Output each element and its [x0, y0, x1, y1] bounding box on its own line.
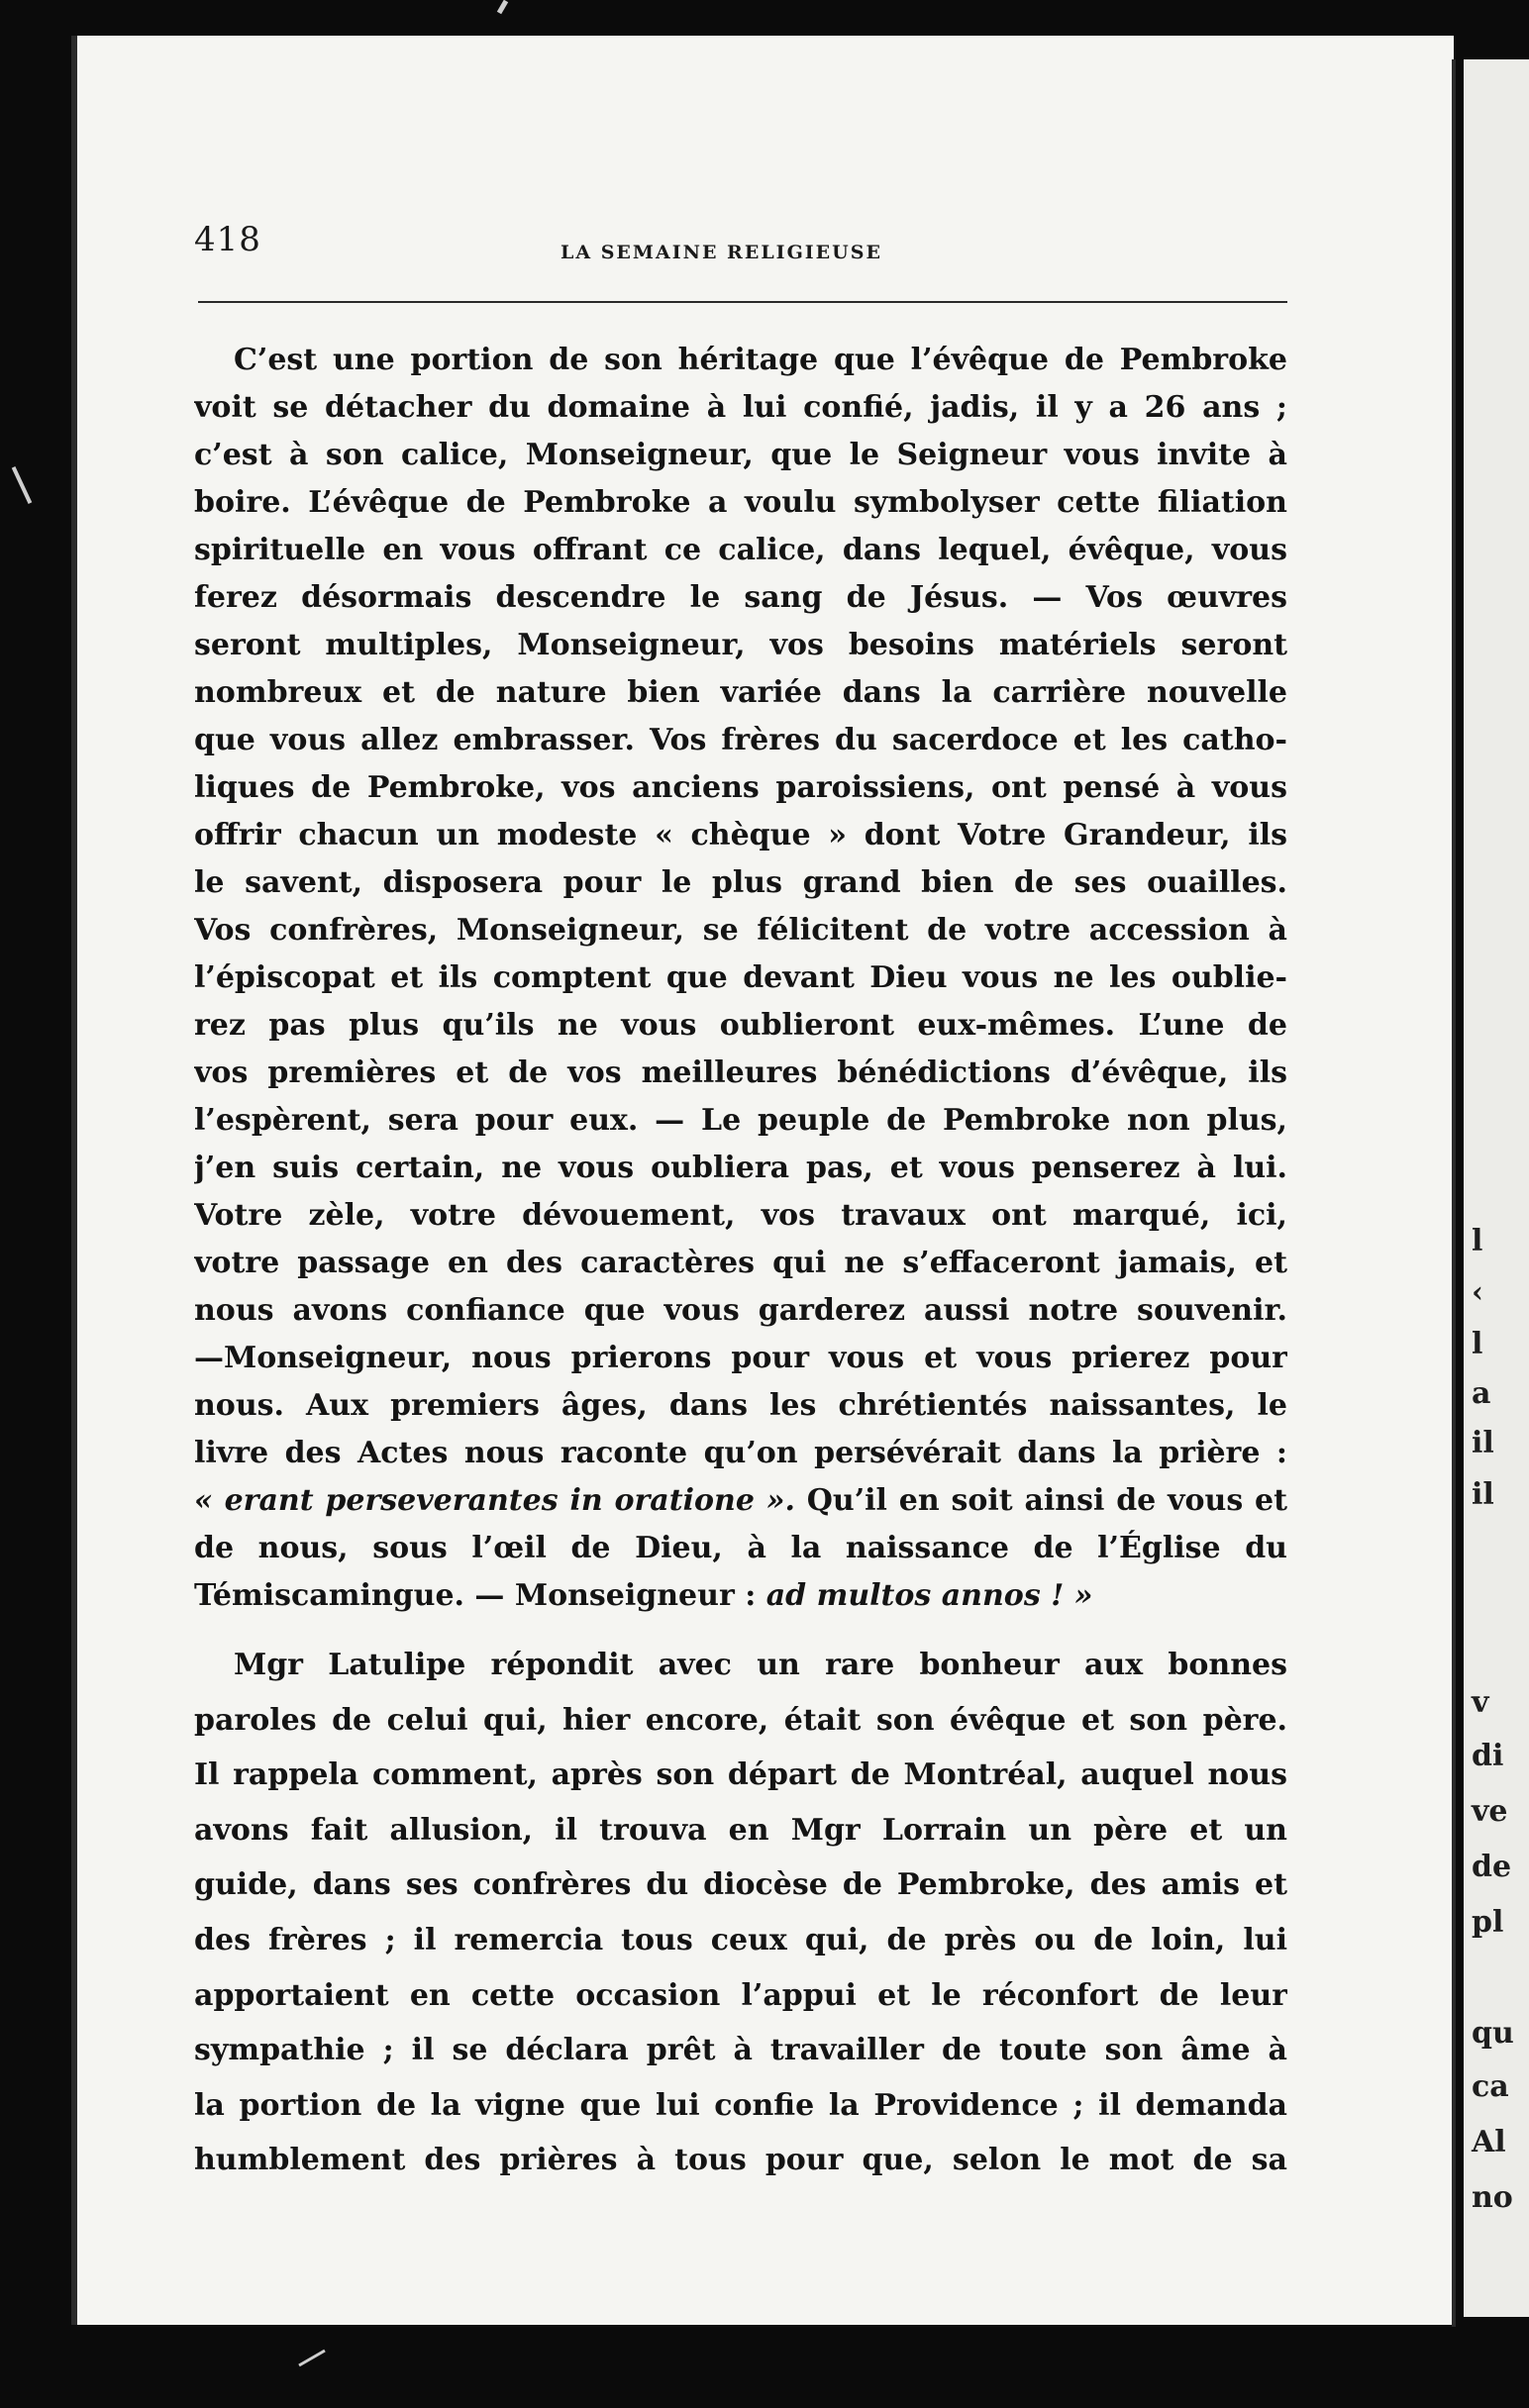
text-line: j’en suis certain, ne vous oubliera pas, et vous penserez à lui. [194, 1151, 1287, 1185]
text-line: seront multiples, Monseigneur, vos besoins matériels seront [194, 628, 1287, 662]
text-line: guide, dans ses confrères du diocèse de Pembroke, des amis et [194, 1867, 1287, 1903]
header-rule [198, 301, 1287, 303]
text-line: liques de Pembroke, vos anciens paroissiens, ont pensé à vous [194, 770, 1287, 805]
text-line-mixed [194, 1477, 1287, 1525]
adjacent-text-fragment: il [1472, 1477, 1494, 1512]
latin-quote: ad multos annos ! » [765, 1578, 1093, 1613]
text-line: offrir chacun un modeste « chèque » dont Votre Grandeur, ils [194, 818, 1287, 853]
adjacent-text-fragment: il [1472, 1426, 1494, 1460]
paragraph-1 [194, 337, 1287, 1620]
text-line: sympathie ; il se déclara prêt à travailler de toute son âme à [194, 2033, 1287, 2068]
adjacent-text-fragment: l [1472, 1224, 1483, 1258]
text-line: boire. L’évêque de Pembroke a voulu symbolyser cette filiation [194, 485, 1287, 520]
text-line: spirituelle en vous offrant ce calice, dans lequel, évêque, vous [194, 533, 1287, 567]
adjacent-text-fragment: Al [1472, 2125, 1506, 2159]
text-line: que vous allez embrasser. Vos frères du sacerdoce et les catho- [194, 723, 1287, 757]
text-line: voit se détacher du domaine à lui confié, jadis, il y a 26 ans ; [194, 390, 1287, 425]
running-title: LA SEMAINE RELIGIEUSE [561, 242, 882, 263]
adjacent-text-fragment: l [1472, 1327, 1483, 1361]
adjacent-page [1464, 59, 1529, 2317]
text-line: paroles de celui qui, hier encore, était son évêque et son père. [194, 1702, 1287, 1738]
text-line: rez pas plus qu’ils ne vous oublieront eux-mêmes. L’une de [194, 1008, 1287, 1043]
text-line: humblement des prières à tous pour que, selon le mot de sa [194, 2143, 1287, 2178]
adjacent-text-fragment: di [1472, 1739, 1504, 1773]
text-line: l’espèrent, sera pour eux. — Le peuple de Pembroke non plus, [194, 1103, 1287, 1138]
latin-quote: « erant perseverantes in oratione ». [194, 1483, 795, 1518]
page-number: 418 [194, 220, 261, 259]
adjacent-text-fragment: qu [1472, 2016, 1514, 2051]
adjacent-text-fragment: pl [1472, 1905, 1504, 1940]
text-line: C’est une portion de son héritage que l’évêque de Pembroke [234, 343, 1287, 377]
page-fold-shadow [1452, 59, 1456, 2327]
text-line: nombreux et de nature bien variée dans la carrière nouvelle [194, 675, 1287, 710]
text-line: avons fait allusion, il trouva en Mgr Lorrain un père et un [194, 1812, 1287, 1848]
text-line: —Monseigneur, nous prierons pour vous et vous prierez pour [194, 1341, 1287, 1375]
adjacent-text-fragment: no [1472, 2180, 1513, 2215]
text-line: Vos confrères, Monseigneur, se félicitent de votre accession à [194, 913, 1287, 948]
text-line: votre passage en des caractères qui ne s’effaceront jamais, et [194, 1246, 1287, 1280]
text-segment: Témiscamingue. — Monseigneur : [194, 1578, 766, 1613]
adjacent-text-fragment: ca [1472, 2069, 1509, 2104]
adjacent-text-fragment: ‹ [1472, 1275, 1483, 1310]
text-line: le savent, disposera pour le plus grand bien de ses ouailles. [194, 865, 1287, 900]
text-line: c’est à son calice, Monseigneur, que le Seigneur vous invite à [194, 438, 1287, 472]
scan-mark [12, 466, 33, 504]
adjacent-text-fragment: v [1472, 1685, 1489, 1720]
text-line: de nous, sous l’œil de Dieu, à la naissance de l’Église du [194, 1531, 1287, 1565]
text-line: Votre zèle, votre dévouement, vos travaux ont marqué, ici, [194, 1198, 1287, 1233]
text-segment: Qu’il en soit ainsi de vous et [794, 1483, 1287, 1518]
page-header [194, 220, 1283, 279]
paragraph-2 [194, 1638, 1287, 2188]
adjacent-text-fragment: de [1472, 1850, 1512, 1884]
scan-mark [497, 0, 508, 14]
text-line: l’épiscopat et ils comptent que devant Dieu vous ne les oublie- [194, 960, 1287, 995]
text-line: livre des Actes nous raconte qu’on persévérait dans la prière : [194, 1436, 1287, 1470]
text-line: nous avons confiance que vous garderez aussi notre souvenir. [194, 1293, 1287, 1328]
text-line: ferez désormais descendre le sang de Jésus. — Vos œuvres [194, 580, 1287, 615]
text-line: nous. Aux premiers âges, dans les chrétientés naissantes, le [194, 1388, 1287, 1423]
text-line: apportaient en cette occasion l’appui et le réconfort de leur [194, 1977, 1287, 2013]
text-line: vos premières et de vos meilleures bénédictions d’évêque, ils [194, 1055, 1287, 1090]
body-text [194, 337, 1287, 2188]
scan-mark [298, 2350, 325, 2367]
text-line: Il rappela comment, après son départ de Montréal, auquel nous [194, 1757, 1287, 1793]
text-line: la portion de la vigne que lui confie la Providence ; il demanda [194, 2087, 1287, 2123]
text-line: Mgr Latulipe répondit avec un rare bonheur aux bonnes [234, 1648, 1287, 1682]
text-line: des frères ; il remercia tous ceux qui, de près ou de loin, lui [194, 1922, 1287, 1957]
adjacent-text-fragment: ve [1472, 1794, 1508, 1829]
adjacent-text-fragment: a [1472, 1376, 1491, 1411]
text-line-mixed [194, 1572, 1287, 1620]
